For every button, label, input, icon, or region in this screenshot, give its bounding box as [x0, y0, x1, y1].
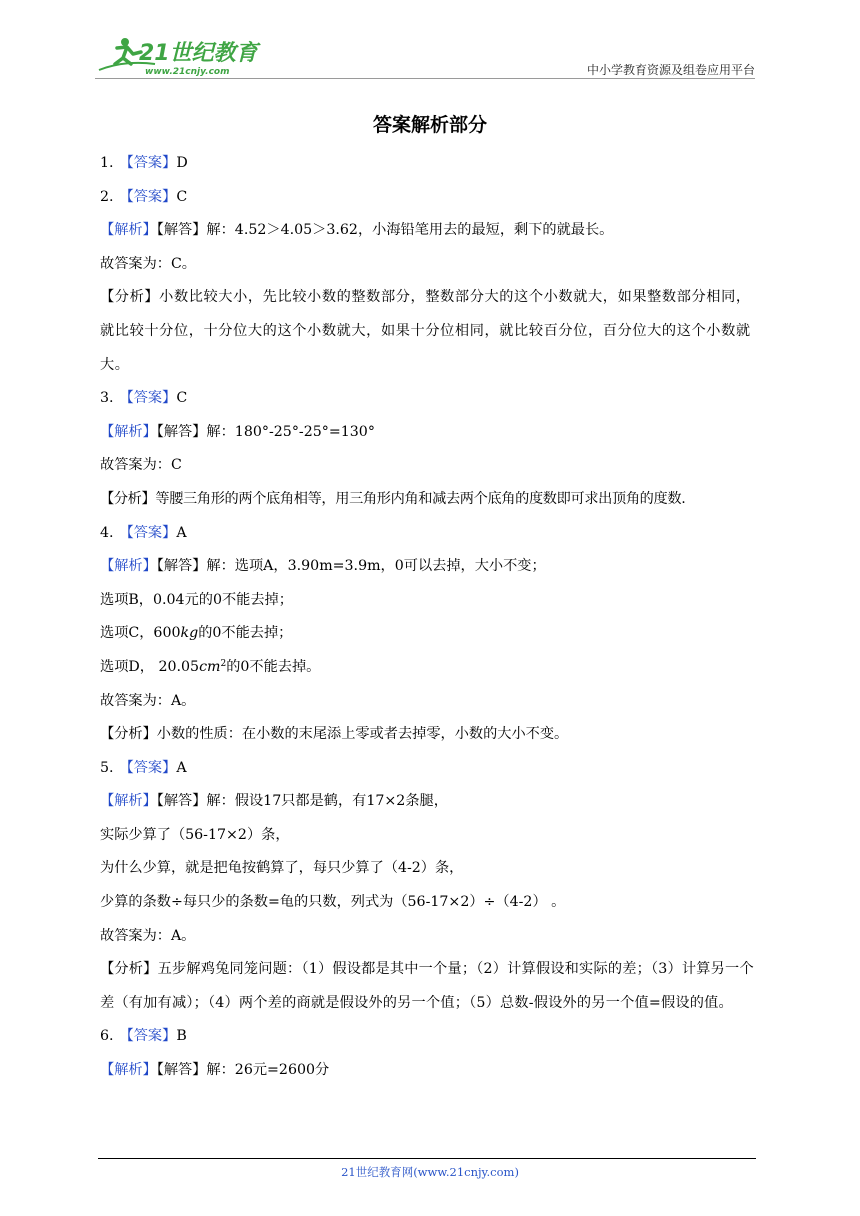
q6-answer: B: [176, 1028, 187, 1045]
answer-tag: 【答案】: [119, 188, 177, 205]
q3-number: 3.: [100, 390, 114, 407]
analysis-tag: 【解析】: [100, 423, 157, 440]
q4-option-d: [100, 651, 762, 685]
q2-solution-line: [100, 214, 762, 248]
q1-answer: D: [176, 155, 188, 171]
fenxi-tag: 【分析】: [100, 490, 156, 507]
q4-option-d-unit: cm: [199, 658, 221, 675]
q6-solution-line: [100, 1054, 762, 1088]
q5-answer: A: [176, 759, 187, 776]
fenxi-tag: 【分析】: [100, 289, 160, 306]
q5-analysis-text: 五步解鸡兔同笼问题：（1）假设都是其中一个量；（2）计算假设和实际的差；（3）计算另一个差（有加有减）；（4）两个差的商就是假设外的另一个值；（5）总数-假设外的另一个值=假设的值。: [100, 961, 754, 1011]
q3-conclusion: 故答案为：C: [100, 457, 182, 474]
platform-name: 中小学教育资源及组卷应用平台: [586, 63, 755, 77]
q5-number: 5.: [100, 759, 114, 776]
analysis-tag: 【解析】: [100, 558, 157, 575]
answer-tag: 【答案】: [119, 390, 177, 407]
logo-icon: [95, 34, 265, 76]
q6-number: 6.: [100, 1028, 114, 1045]
q2-answer: C: [176, 188, 188, 205]
q4-solution: 解：选项A，3.90m=3.9m，0可以去掉，大小不变；: [206, 558, 546, 575]
q5-line-4: 少算的条数÷每只少的条数=龟的只数，列式为（56-17×2）÷（4-2） 。: [100, 894, 566, 911]
q4-option-d-text: 选项D， 20.05: [100, 658, 200, 675]
q6-solution: 解：26元=2600分: [206, 1062, 330, 1079]
q5-answer-line: [100, 752, 762, 786]
fenxi-tag: 【分析】: [100, 726, 157, 743]
footer-divider: [98, 1158, 756, 1159]
q4-option-b: 选项B，0.04元的0不能去掉；: [100, 591, 293, 608]
q4-analysis-text: 小数的性质：在小数的末尾添上零或者去掉零，小数的大小不变。: [156, 726, 569, 743]
solution-tag: 【解答】: [156, 793, 207, 810]
q6-answer-line: [100, 1020, 762, 1054]
q2-analysis-text: 小数比较大小，先比较小数的整数部分，整数部分大的这个小数就大，如果整数部分相同，就比较十分位，十分位大的这个小数就大，如果十分位相同，就比较百分位，百分位大的这个小数就大。: [100, 289, 751, 373]
header-divider: [95, 78, 755, 79]
solution-tag: 【解答】: [156, 558, 207, 575]
q2-answer-line: [100, 181, 762, 215]
answer-tag: 【答案】: [119, 1028, 177, 1045]
analysis-tag: 【解析】: [100, 793, 157, 810]
analysis-tag: 【解析】: [100, 222, 157, 239]
q4-answer: A: [176, 524, 187, 541]
q4-number: 4.: [100, 524, 114, 541]
solution-tag: 【解答】: [156, 222, 207, 239]
footer-link[interactable]: 21世纪教育网(www.21cnjy.com): [341, 1165, 519, 1179]
q2-number: 2.: [100, 188, 114, 205]
q5-solution: 解：假设17只都是鹤，有17×2条腿，: [206, 793, 448, 810]
q3-solution-line: [100, 416, 762, 450]
answer-tag: 【答案】: [119, 155, 177, 171]
q4-analysis: [100, 718, 762, 752]
q3-answer-line: [100, 382, 762, 416]
q5-line-2: 实际少算了（56-17×2）条，: [100, 826, 290, 843]
q4-option-c-rest: 的0不能去掉；: [198, 625, 293, 642]
q2-analysis: [100, 281, 762, 382]
q3-analysis-text: 等腰三角形的两个底角相等，用三角形内角和减去两个底角的度数即可求出顶角的度数.: [155, 490, 686, 507]
answer-tag: 【答案】: [119, 759, 177, 776]
q4-answer-line: [100, 517, 762, 551]
q3-analysis: [100, 483, 762, 517]
q2-conclusion: 故答案为：C。: [100, 255, 196, 272]
page-title: 答案解析部分: [372, 114, 487, 136]
q5-conclusion: 故答案为：A。: [100, 927, 196, 944]
q4-solution-line: [100, 550, 762, 584]
svg-text:21世纪教育: 21世纪教育: [139, 41, 258, 66]
q4-option-c-unit: kg: [180, 625, 199, 642]
q1-number: 1.: [100, 155, 114, 171]
q4-option-c-text: 选项C，600: [100, 625, 181, 642]
q1-answer-line: [100, 147, 762, 181]
q4-conclusion: 故答案为：A。: [100, 692, 196, 709]
answer-content: [100, 147, 762, 1088]
page-header: [95, 28, 755, 80]
solution-tag: 【解答】: [156, 423, 207, 440]
q5-analysis: [100, 953, 762, 1020]
q4-option-d-superscript: 2: [220, 658, 227, 669]
q3-solution: 解：180°-25°-25°=130°: [206, 423, 375, 440]
fenxi-tag: 【分析】: [100, 961, 158, 978]
q3-answer: C: [176, 390, 188, 407]
q5-line-3: 为什么少算，就是把龟按鹤算了，每只少算了（4-2）条，: [100, 860, 464, 877]
q4-option-d-rest: 的0不能去掉。: [226, 658, 321, 675]
svg-text:www.21cnjy.com: www.21cnjy.com: [145, 67, 230, 76]
solution-tag: 【解答】: [156, 1062, 207, 1079]
q5-solution-line: [100, 785, 762, 819]
analysis-tag: 【解析】: [100, 1062, 157, 1079]
answer-tag: 【答案】: [119, 524, 177, 541]
q4-option-c: [100, 617, 762, 651]
q2-solution: 解：4.52＞4.05＞3.62，小海铅笔用去的最短，剩下的就最长。: [206, 222, 614, 239]
